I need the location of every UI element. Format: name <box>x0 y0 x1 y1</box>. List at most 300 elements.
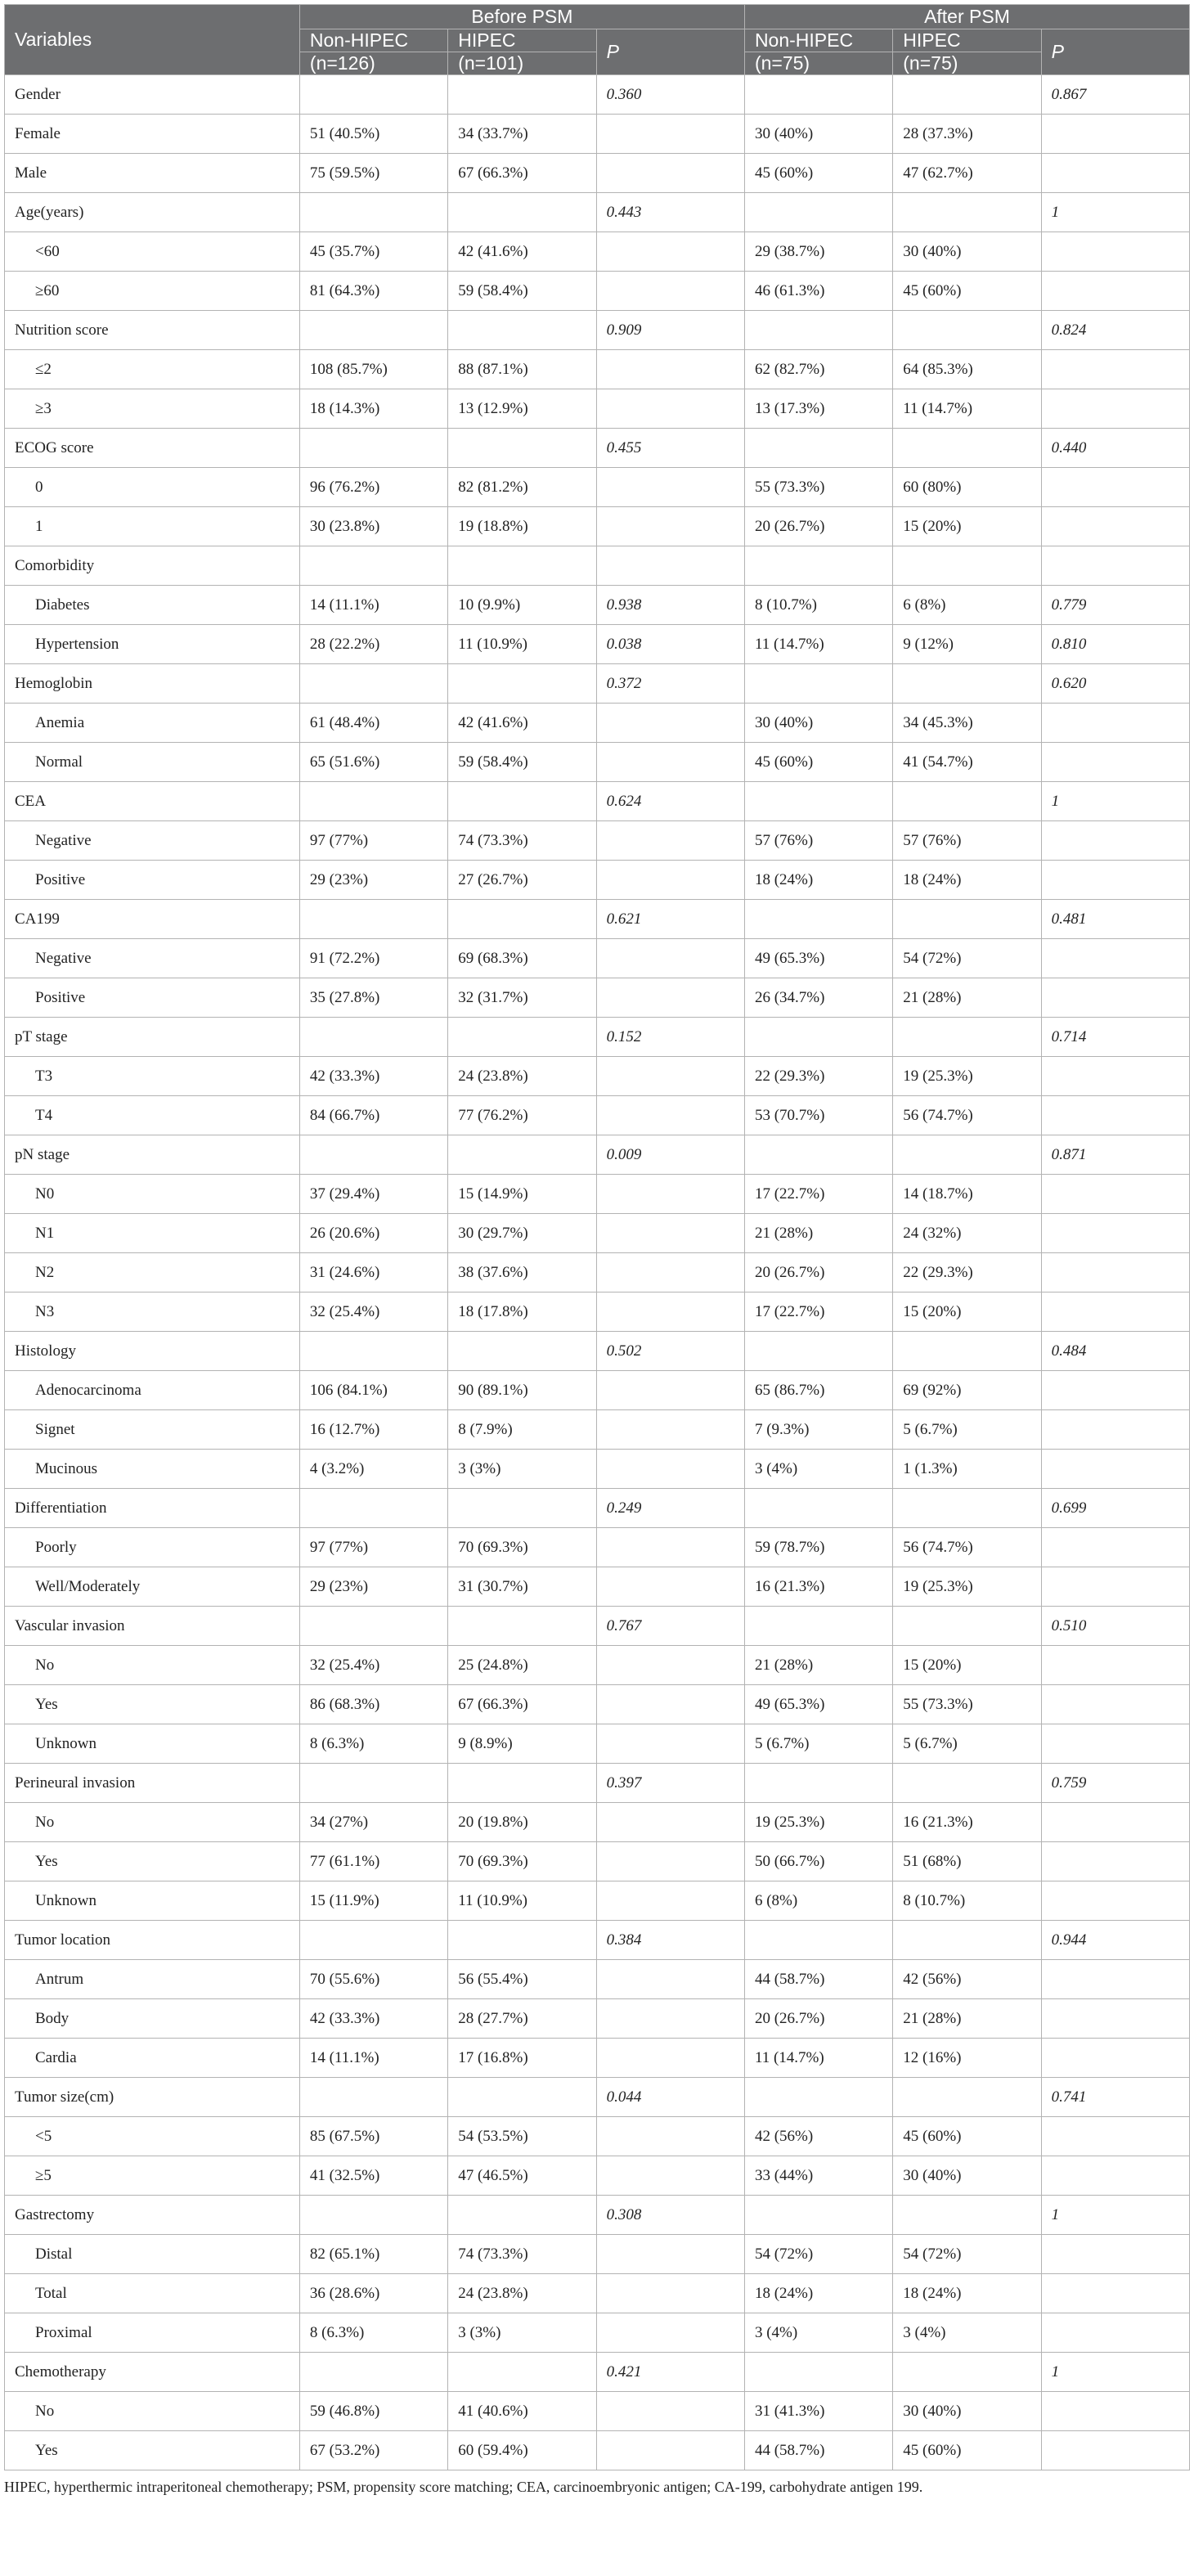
before-hipec-cell <box>448 1607 596 1646</box>
before-non-hipec-cell: 85 (67.5%) <box>299 2117 447 2156</box>
before-p-value <box>596 821 744 861</box>
after-hipec-cell <box>893 546 1041 586</box>
row-label: Normal <box>5 743 300 782</box>
after-non-hipec-cell: 44 (58.7%) <box>744 1960 892 1999</box>
after-p-value <box>1041 2039 1189 2078</box>
before-p-value: 0.308 <box>596 2196 744 2235</box>
after-hipec-cell: 3 (4%) <box>893 2313 1041 2353</box>
after-non-hipec-cell: 11 (14.7%) <box>744 625 892 664</box>
before-non-hipec-cell <box>299 1489 447 1528</box>
after-hipec-cell: 16 (21.3%) <box>893 1803 1041 1842</box>
after-non-hipec-cell: 3 (4%) <box>744 2313 892 2353</box>
before-p-value <box>596 1803 744 1842</box>
after-non-hipec-cell: 55 (73.3%) <box>744 468 892 507</box>
table-row <box>5 1607 1190 1646</box>
before-hipec-cell: 41 (40.6%) <box>448 2392 596 2431</box>
table-row <box>5 272 1190 311</box>
before-non-hipec-cell: 97 (77%) <box>299 821 447 861</box>
row-label: Perineural invasion <box>5 1764 300 1803</box>
after-hipec-cell <box>893 1607 1041 1646</box>
table-row <box>5 2431 1190 2470</box>
after-non-hipec-cell: 65 (86.7%) <box>744 1371 892 1410</box>
after-p-value: 0.824 <box>1041 311 1189 350</box>
before-psm-header: Before PSM <box>299 5 744 29</box>
before-p-value: 0.621 <box>596 900 744 939</box>
table-row <box>5 75 1190 115</box>
before-hipec-cell: 42 (41.6%) <box>448 704 596 743</box>
after-hipec-cell: 47 (62.7%) <box>893 154 1041 193</box>
table-row <box>5 1685 1190 1724</box>
after-p-value <box>1041 939 1189 978</box>
before-hipec-cell: 20 (19.8%) <box>448 1803 596 1842</box>
before-non-hipec-cell <box>299 75 447 115</box>
row-label: Unknown <box>5 1881 300 1921</box>
row-label: Comorbidity <box>5 546 300 586</box>
before-hipec-cell: 13 (12.9%) <box>448 389 596 429</box>
before-p-value <box>596 1528 744 1567</box>
before-non-hipec-cell: 106 (84.1%) <box>299 1371 447 1410</box>
after-non-hipec-cell: 16 (21.3%) <box>744 1567 892 1607</box>
before-hipec-cell: 70 (69.3%) <box>448 1842 596 1881</box>
after-p-value: 0.759 <box>1041 1764 1189 1803</box>
before-hipec-cell <box>448 782 596 821</box>
before-hipec-cell: 74 (73.3%) <box>448 821 596 861</box>
table-row <box>5 2196 1190 2235</box>
before-p-value <box>596 1960 744 1999</box>
before-hipec-cell: 90 (89.1%) <box>448 1371 596 1410</box>
table-row <box>5 2117 1190 2156</box>
after-hipec-cell <box>893 1489 1041 1528</box>
after-hipec-cell: 60 (80%) <box>893 468 1041 507</box>
after-non-hipec-cell <box>744 664 892 704</box>
after-non-hipec-cell <box>744 193 892 232</box>
after-non-hipec-cell <box>744 2353 892 2392</box>
before-p-value <box>596 507 744 546</box>
after-p-value <box>1041 507 1189 546</box>
after-hipec-cell <box>893 1018 1041 1057</box>
row-label: Adenocarcinoma <box>5 1371 300 1410</box>
row-label: Poorly <box>5 1528 300 1567</box>
before-p-value <box>596 2274 744 2313</box>
before-non-hipec-cell: 77 (61.1%) <box>299 1842 447 1881</box>
after-p-value <box>1041 232 1189 272</box>
after-non-hipec-cell: 21 (28%) <box>744 1214 892 1253</box>
after-p-value <box>1041 743 1189 782</box>
table-row <box>5 1371 1190 1410</box>
before-non-hipec-cell: 15 (11.9%) <box>299 1881 447 1921</box>
after-p-value: 1 <box>1041 2196 1189 2235</box>
before-non-hipec-cell <box>299 1332 447 1371</box>
table-row <box>5 2039 1190 2078</box>
before-hipec-cell <box>448 1489 596 1528</box>
after-hipec-cell <box>893 311 1041 350</box>
row-label: N1 <box>5 1214 300 1253</box>
row-label: pT stage <box>5 1018 300 1057</box>
after-non-hipec-cell <box>744 1332 892 1371</box>
before-p-value <box>596 1450 744 1489</box>
after-p-value <box>1041 272 1189 311</box>
after-p-value <box>1041 1410 1189 1450</box>
before-p-value: 0.421 <box>596 2353 744 2392</box>
row-label: No <box>5 1803 300 1842</box>
after-non-hipec-cell: 49 (65.3%) <box>744 1685 892 1724</box>
table-row <box>5 232 1190 272</box>
baseline-table <box>4 4 1190 2470</box>
before-p-value: 0.767 <box>596 1607 744 1646</box>
before-hipec-cell: 60 (59.4%) <box>448 2431 596 2470</box>
before-p-value <box>596 546 744 586</box>
after-hipec-cell: 24 (32%) <box>893 1214 1041 1253</box>
row-label: pN stage <box>5 1135 300 1175</box>
row-label: Histology <box>5 1332 300 1371</box>
before-hipec-cell: 24 (23.8%) <box>448 2274 596 2313</box>
after-hipec-cell: 18 (24%) <box>893 861 1041 900</box>
after-p-value <box>1041 1842 1189 1881</box>
row-label: CEA <box>5 782 300 821</box>
row-label: CA199 <box>5 900 300 939</box>
after-p-value: 0.510 <box>1041 1607 1189 1646</box>
before-p-value <box>596 154 744 193</box>
before-non-hipec-cell: 28 (22.2%) <box>299 625 447 664</box>
table-footnote: HIPEC, hyperthermic intraperitoneal chemotherapy; PSM, propensity score matching; CEA, carcinoembryonic antigen; CA-199, carbohydrate antigen 199. <box>4 2479 923 2495</box>
after-non-hipec-cell: 29 (38.7%) <box>744 232 892 272</box>
table-row <box>5 1096 1190 1135</box>
before-non-hipec-cell: 31 (24.6%) <box>299 1253 447 1292</box>
after-non-hipec-cell: 19 (25.3%) <box>744 1803 892 1842</box>
row-label: Proximal <box>5 2313 300 2353</box>
before-hipec-cell: 38 (37.6%) <box>448 1253 596 1292</box>
after-hipec-cell: 11 (14.7%) <box>893 389 1041 429</box>
after-non-hipec-cell <box>744 546 892 586</box>
row-label: ≤2 <box>5 350 300 389</box>
after-p-value <box>1041 1567 1189 1607</box>
before-hipec-cell: 25 (24.8%) <box>448 1646 596 1685</box>
before-non-hipec-n: (n=126) <box>299 52 447 75</box>
after-hipec-cell: 6 (8%) <box>893 586 1041 625</box>
after-p-value <box>1041 2156 1189 2196</box>
after-hipec-cell: 41 (54.7%) <box>893 743 1041 782</box>
table-row <box>5 625 1190 664</box>
table-row <box>5 193 1190 232</box>
before-non-hipec-cell <box>299 782 447 821</box>
before-hipec-cell <box>448 900 596 939</box>
after-hipec-cell: 9 (12%) <box>893 625 1041 664</box>
after-p-value <box>1041 704 1189 743</box>
before-p-value: 0.397 <box>596 1764 744 1803</box>
after-non-hipec-cell <box>744 2196 892 2235</box>
table-row <box>5 507 1190 546</box>
after-hipec-cell <box>893 664 1041 704</box>
before-p-value: 0.909 <box>596 311 744 350</box>
after-hipec-cell: 54 (72%) <box>893 939 1041 978</box>
before-non-hipec-cell: 8 (6.3%) <box>299 2313 447 2353</box>
table-row <box>5 1803 1190 1842</box>
after-p-value <box>1041 1096 1189 1135</box>
row-label: <5 <box>5 2117 300 2156</box>
after-non-hipec-cell <box>744 1018 892 1057</box>
document <box>4 4 1190 2496</box>
table-row <box>5 1450 1190 1489</box>
row-label: Well/Moderately <box>5 1567 300 1607</box>
after-non-hipec-cell: 26 (34.7%) <box>744 978 892 1018</box>
before-p-value <box>596 1057 744 1096</box>
after-non-hipec-cell: 62 (82.7%) <box>744 350 892 389</box>
before-p-value: 0.249 <box>596 1489 744 1528</box>
after-hipec-cell <box>893 193 1041 232</box>
before-non-hipec-cell <box>299 900 447 939</box>
row-label: Negative <box>5 821 300 861</box>
table-row <box>5 861 1190 900</box>
before-hipec-cell: 17 (16.8%) <box>448 2039 596 2078</box>
after-hipec-cell: 56 (74.7%) <box>893 1096 1041 1135</box>
table-row <box>5 1999 1190 2039</box>
before-p-value: 0.502 <box>596 1332 744 1371</box>
before-p-value <box>596 1175 744 1214</box>
table-row <box>5 1567 1190 1607</box>
row-label: Yes <box>5 1685 300 1724</box>
before-non-hipec-cell: 32 (25.4%) <box>299 1292 447 1332</box>
before-hipec-cell: 67 (66.3%) <box>448 1685 596 1724</box>
after-p-value <box>1041 1292 1189 1332</box>
before-p-value <box>596 704 744 743</box>
row-label: Yes <box>5 2431 300 2470</box>
after-p-value <box>1041 1057 1189 1096</box>
before-hipec-cell: 47 (46.5%) <box>448 2156 596 2196</box>
after-p-value <box>1041 1371 1189 1410</box>
before-p-value <box>596 2156 744 2196</box>
table-row <box>5 1018 1190 1057</box>
row-label: 0 <box>5 468 300 507</box>
before-non-hipec-cell <box>299 1764 447 1803</box>
before-non-hipec-cell: 37 (29.4%) <box>299 1175 447 1214</box>
after-non-hipec-n: (n=75) <box>744 52 892 75</box>
before-non-hipec-cell: 70 (55.6%) <box>299 1960 447 1999</box>
after-non-hipec-cell: 17 (22.7%) <box>744 1175 892 1214</box>
row-label: Tumor location <box>5 1921 300 1960</box>
after-p-value: 0.810 <box>1041 625 1189 664</box>
after-p-value: 1 <box>1041 193 1189 232</box>
before-p-value <box>596 1292 744 1332</box>
after-p-value <box>1041 546 1189 586</box>
before-hipec-cell: 11 (10.9%) <box>448 1881 596 1921</box>
after-hipec-cell: 45 (60%) <box>893 2117 1041 2156</box>
before-p-value <box>596 1881 744 1921</box>
before-non-hipec-cell: 29 (23%) <box>299 861 447 900</box>
before-hipec-header: HIPEC <box>448 29 596 52</box>
before-non-hipec-cell: 30 (23.8%) <box>299 507 447 546</box>
table-row <box>5 1175 1190 1214</box>
after-hipec-cell <box>893 1921 1041 1960</box>
variables-header: Variables <box>5 5 300 75</box>
row-label: 1 <box>5 507 300 546</box>
before-hipec-cell <box>448 1135 596 1175</box>
before-hipec-cell: 34 (33.7%) <box>448 115 596 154</box>
before-hipec-cell <box>448 664 596 704</box>
before-hipec-cell: 69 (68.3%) <box>448 939 596 978</box>
row-label: Nutrition score <box>5 311 300 350</box>
after-non-hipec-cell <box>744 782 892 821</box>
before-non-hipec-cell: 51 (40.5%) <box>299 115 447 154</box>
before-non-hipec-cell: 96 (76.2%) <box>299 468 447 507</box>
after-non-hipec-cell: 30 (40%) <box>744 704 892 743</box>
after-non-hipec-cell <box>744 1921 892 1960</box>
row-label: Unknown <box>5 1724 300 1764</box>
before-hipec-cell: 56 (55.4%) <box>448 1960 596 1999</box>
before-non-hipec-cell: 86 (68.3%) <box>299 1685 447 1724</box>
before-p-value <box>596 1214 744 1253</box>
before-p-value: 0.624 <box>596 782 744 821</box>
after-p-value: 0.944 <box>1041 1921 1189 1960</box>
before-p-value: 0.455 <box>596 429 744 468</box>
after-hipec-cell: 45 (60%) <box>893 272 1041 311</box>
before-non-hipec-cell: 65 (51.6%) <box>299 743 447 782</box>
table-row <box>5 2156 1190 2196</box>
after-hipec-cell: 64 (85.3%) <box>893 350 1041 389</box>
before-non-hipec-cell: 108 (85.7%) <box>299 350 447 389</box>
table-row <box>5 586 1190 625</box>
after-p-value: 0.484 <box>1041 1332 1189 1371</box>
after-hipec-cell: 51 (68%) <box>893 1842 1041 1881</box>
before-non-hipec-cell: 32 (25.4%) <box>299 1646 447 1685</box>
row-label: Gastrectomy <box>5 2196 300 2235</box>
after-non-hipec-cell: 54 (72%) <box>744 2235 892 2274</box>
table-row <box>5 468 1190 507</box>
after-p-value: 0.867 <box>1041 75 1189 115</box>
before-p-value: 0.372 <box>596 664 744 704</box>
table-row <box>5 704 1190 743</box>
after-non-hipec-cell <box>744 1764 892 1803</box>
before-hipec-cell: 31 (30.7%) <box>448 1567 596 1607</box>
before-non-hipec-cell: 45 (35.7%) <box>299 232 447 272</box>
after-non-hipec-cell: 17 (22.7%) <box>744 1292 892 1332</box>
after-hipec-cell <box>893 900 1041 939</box>
after-hipec-cell <box>893 2353 1041 2392</box>
table-row <box>5 546 1190 586</box>
before-non-hipec-header: Non-HIPEC <box>299 29 447 52</box>
before-hipec-cell: 74 (73.3%) <box>448 2235 596 2274</box>
after-hipec-cell: 1 (1.3%) <box>893 1450 1041 1489</box>
table-row <box>5 350 1190 389</box>
row-label: No <box>5 2392 300 2431</box>
row-label: No <box>5 1646 300 1685</box>
row-label: Female <box>5 115 300 154</box>
before-non-hipec-cell <box>299 1921 447 1960</box>
row-label: Distal <box>5 2235 300 2274</box>
table-row <box>5 1960 1190 1999</box>
before-p-value <box>596 1096 744 1135</box>
before-hipec-n: (n=101) <box>448 52 596 75</box>
row-label: Tumor size(cm) <box>5 2078 300 2117</box>
row-label: T3 <box>5 1057 300 1096</box>
before-non-hipec-cell: 61 (48.4%) <box>299 704 447 743</box>
after-hipec-cell: 12 (16%) <box>893 2039 1041 2078</box>
before-non-hipec-cell <box>299 546 447 586</box>
before-non-hipec-cell <box>299 1135 447 1175</box>
before-non-hipec-cell: 84 (66.7%) <box>299 1096 447 1135</box>
after-non-hipec-header: Non-HIPEC <box>744 29 892 52</box>
after-non-hipec-cell: 21 (28%) <box>744 1646 892 1685</box>
after-p-value: 0.620 <box>1041 664 1189 704</box>
before-non-hipec-cell: 97 (77%) <box>299 1528 447 1567</box>
row-label: Anemia <box>5 704 300 743</box>
table-row <box>5 1881 1190 1921</box>
before-non-hipec-cell <box>299 311 447 350</box>
before-p-header: P <box>596 29 744 75</box>
before-hipec-cell <box>448 546 596 586</box>
row-label: Age(years) <box>5 193 300 232</box>
table-row <box>5 1724 1190 1764</box>
before-non-hipec-cell: 4 (3.2%) <box>299 1450 447 1489</box>
before-p-value <box>596 2235 744 2274</box>
after-p-value: 0.871 <box>1041 1135 1189 1175</box>
before-non-hipec-cell: 41 (32.5%) <box>299 2156 447 2196</box>
before-hipec-cell: 24 (23.8%) <box>448 1057 596 1096</box>
before-p-value <box>596 2117 744 2156</box>
before-p-value <box>596 115 744 154</box>
row-label: Diabetes <box>5 586 300 625</box>
after-p-value <box>1041 861 1189 900</box>
before-p-value <box>596 861 744 900</box>
after-p-value <box>1041 154 1189 193</box>
after-hipec-cell: 34 (45.3%) <box>893 704 1041 743</box>
before-non-hipec-cell: 67 (53.2%) <box>299 2431 447 2470</box>
before-hipec-cell <box>448 1018 596 1057</box>
after-p-value <box>1041 2117 1189 2156</box>
before-hipec-cell: 18 (17.8%) <box>448 1292 596 1332</box>
after-non-hipec-cell: 11 (14.7%) <box>744 2039 892 2078</box>
before-p-value <box>596 978 744 1018</box>
before-non-hipec-cell: 16 (12.7%) <box>299 1410 447 1450</box>
after-hipec-cell: 57 (76%) <box>893 821 1041 861</box>
table-row <box>5 939 1190 978</box>
table-row <box>5 154 1190 193</box>
after-p-value <box>1041 1685 1189 1724</box>
after-non-hipec-cell: 57 (76%) <box>744 821 892 861</box>
row-label: Gender <box>5 75 300 115</box>
before-p-value <box>596 350 744 389</box>
table-row <box>5 2235 1190 2274</box>
before-p-value <box>596 2431 744 2470</box>
before-p-value: 0.938 <box>596 586 744 625</box>
before-non-hipec-cell: 34 (27%) <box>299 1803 447 1842</box>
before-non-hipec-cell <box>299 1018 447 1057</box>
before-non-hipec-cell <box>299 193 447 232</box>
before-p-value <box>596 272 744 311</box>
before-hipec-cell: 3 (3%) <box>448 1450 596 1489</box>
after-p-value <box>1041 2313 1189 2353</box>
before-p-value <box>596 2313 744 2353</box>
before-p-value: 0.443 <box>596 193 744 232</box>
before-non-hipec-cell <box>299 1607 447 1646</box>
before-hipec-cell: 28 (27.7%) <box>448 1999 596 2039</box>
table-row <box>5 389 1190 429</box>
after-hipec-cell: 54 (72%) <box>893 2235 1041 2274</box>
before-hipec-cell <box>448 75 596 115</box>
table-row <box>5 1921 1190 1960</box>
before-hipec-cell: 30 (29.7%) <box>448 1214 596 1253</box>
before-hipec-cell: 15 (14.9%) <box>448 1175 596 1214</box>
after-non-hipec-cell: 59 (78.7%) <box>744 1528 892 1567</box>
before-non-hipec-cell: 14 (11.1%) <box>299 586 447 625</box>
table-row <box>5 1292 1190 1332</box>
row-label: Negative <box>5 939 300 978</box>
after-p-value <box>1041 389 1189 429</box>
before-hipec-cell: 88 (87.1%) <box>448 350 596 389</box>
before-non-hipec-cell <box>299 664 447 704</box>
after-non-hipec-cell: 49 (65.3%) <box>744 939 892 978</box>
before-non-hipec-cell: 42 (33.3%) <box>299 1999 447 2039</box>
table-row <box>5 900 1190 939</box>
